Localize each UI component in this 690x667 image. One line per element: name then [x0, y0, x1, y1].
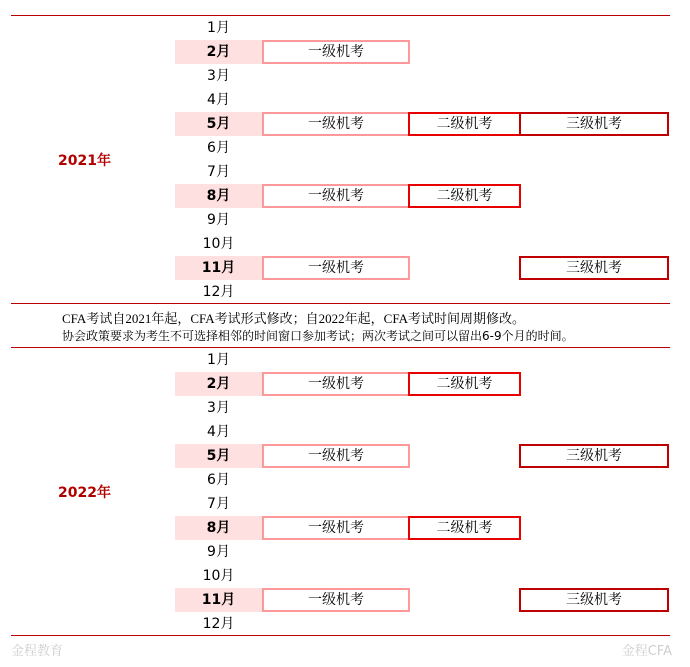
month-label: 2月	[175, 372, 262, 396]
month-row	[175, 112, 670, 136]
month-label: 6月	[207, 140, 230, 156]
month-label: 4月	[207, 92, 230, 108]
level1-exam-box: 一级机考	[262, 372, 410, 396]
month-row	[175, 516, 670, 540]
level3-exam-box: 三级机考	[519, 444, 669, 468]
policy-note-line2: 协会政策要求为考生不可选择相邻的时间窗口参加考试；两次考试之间可以留出6-9个月的时间。	[62, 329, 574, 343]
watermark-left: 金程教育	[11, 644, 64, 659]
level3-exam-box: 三级机考	[519, 256, 669, 280]
month-label: 11月	[175, 588, 262, 612]
level2-exam-box: 二级机考	[408, 516, 521, 540]
level2-exam-box: 二级机考	[408, 372, 521, 396]
month-row	[175, 444, 670, 468]
watermark-right: 金程CFA	[621, 644, 672, 659]
month-label: 4月	[207, 424, 230, 440]
month-label: 3月	[207, 68, 230, 84]
month-row	[175, 160, 670, 184]
year-label-2021: 2021年	[58, 153, 111, 169]
month-label: 2月	[175, 40, 262, 64]
month-label: 12月	[202, 616, 235, 632]
month-row	[175, 136, 670, 160]
month-row	[175, 492, 670, 516]
month-label: 7月	[207, 164, 230, 180]
month-label: 3月	[207, 400, 230, 416]
year-label-2022: 2022年	[58, 485, 111, 501]
month-row	[175, 64, 670, 88]
month-row	[175, 88, 670, 112]
month-label: 5月	[175, 444, 262, 468]
level1-exam-box: 一级机考	[262, 112, 410, 136]
level1-exam-box: 一级机考	[262, 184, 410, 208]
month-label: 1月	[207, 352, 230, 368]
month-label: 8月	[175, 184, 262, 208]
month-row	[175, 256, 670, 280]
month-row	[175, 396, 670, 420]
month-label: 9月	[207, 212, 230, 228]
month-label: 10月	[202, 236, 235, 252]
month-label: 1月	[207, 20, 230, 36]
month-row	[175, 232, 670, 256]
month-label: 11月	[175, 256, 262, 280]
month-row	[175, 564, 670, 588]
level1-exam-box: 一级机考	[262, 444, 410, 468]
month-label: 5月	[175, 112, 262, 136]
month-row	[175, 184, 670, 208]
level1-exam-box: 一级机考	[262, 256, 410, 280]
month-row	[175, 40, 670, 64]
level1-exam-box: 一级机考	[262, 40, 410, 64]
level3-exam-box: 三级机考	[519, 588, 669, 612]
month-label: 9月	[207, 544, 230, 560]
month-row	[175, 208, 670, 232]
month-row	[175, 468, 670, 492]
month-label: 7月	[207, 496, 230, 512]
level3-exam-box: 三级机考	[519, 112, 669, 136]
month-row	[175, 588, 670, 612]
month-label: 12月	[202, 284, 235, 300]
level2-exam-box: 二级机考	[408, 184, 521, 208]
policy-note-line1: CFA考试自2021年起，CFA考试形式修改；自2022年起，CFA考试时间周期修改。	[62, 311, 525, 326]
level2-exam-box: 二级机考	[408, 112, 521, 136]
month-row	[175, 372, 670, 396]
month-label: 8月	[175, 516, 262, 540]
month-row	[175, 280, 670, 304]
month-row	[175, 16, 670, 40]
month-label: 6月	[207, 472, 230, 488]
month-row	[175, 540, 670, 564]
month-row	[175, 348, 670, 372]
month-label: 10月	[202, 568, 235, 584]
month-row	[175, 420, 670, 444]
month-row	[175, 612, 670, 636]
level1-exam-box: 一级机考	[262, 588, 410, 612]
level1-exam-box: 一级机考	[262, 516, 410, 540]
